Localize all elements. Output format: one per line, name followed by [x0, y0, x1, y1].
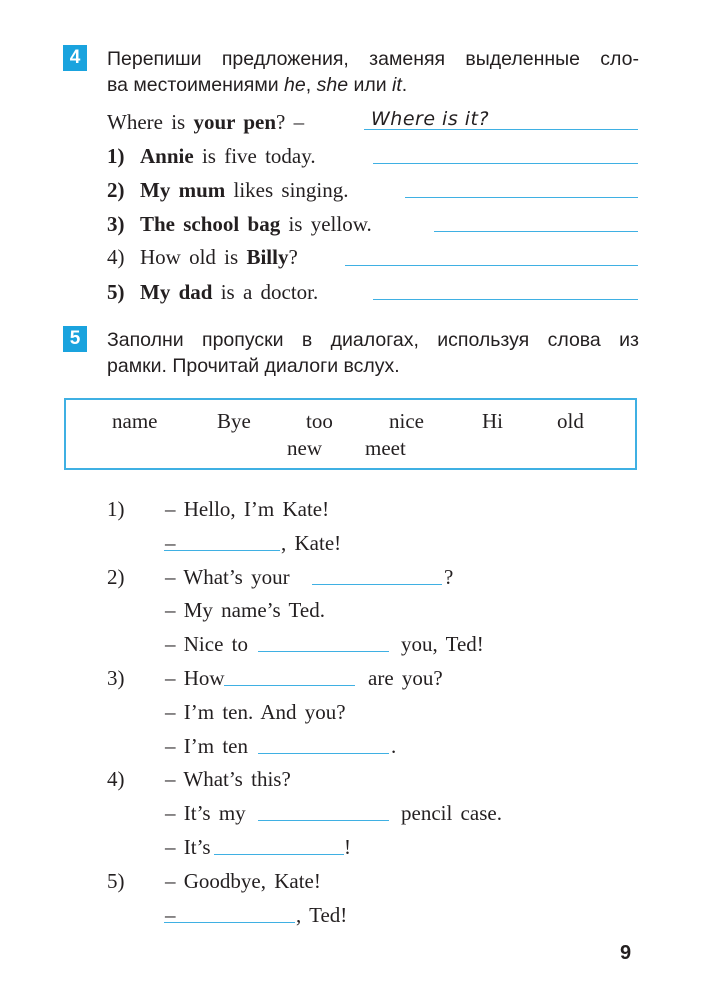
answer-line[interactable] — [164, 528, 280, 551]
dialogue-line: 5) – Goodbye, Kate! — [107, 869, 321, 893]
word-box-item: Hi — [482, 409, 503, 433]
answer-line[interactable] — [258, 798, 389, 821]
answer-line[interactable] — [434, 209, 638, 232]
dialogue-line: – I’m ten — [165, 734, 248, 758]
exercise-number-badge: 5 — [63, 326, 87, 352]
example-answer: Where is it? — [371, 108, 490, 130]
example-sentence: Where is your pen? – — [107, 110, 305, 134]
dialogue-line: – — [165, 903, 176, 927]
exercise-number-badge: 4 — [63, 45, 87, 71]
dialogue-line: pencil case. — [401, 801, 502, 825]
dialogue-line: – Nice to — [165, 632, 248, 656]
exercise-item: 2) My mum likes singing. — [107, 178, 349, 202]
dialogue-line: 1) – Hello, I’m Kate! — [107, 497, 330, 521]
page-number: 9 — [620, 942, 632, 964]
word-box-item: too — [306, 409, 333, 433]
instruction-line: Перепиши предложения, заменяя выделенные сло- — [107, 48, 639, 70]
exercise-instruction — [107, 46, 639, 98]
exercise-item: 1) Annie is five today. — [107, 144, 316, 168]
dialogue-line: – I’m ten. And you? — [165, 700, 346, 724]
exercise-item: 3) The school bag is yellow. — [107, 212, 372, 236]
word-box-item: meet — [365, 436, 406, 460]
dialogue-line: are you? — [368, 666, 443, 690]
word-box-item: nice — [389, 409, 424, 433]
exercise-instruction — [107, 327, 639, 379]
exercise-item: 4) How old is Billy? — [107, 245, 298, 269]
answer-line[interactable] — [258, 629, 389, 652]
dialogue-line: ? — [444, 565, 454, 589]
instruction-line: ва местоимениями he, she или it. — [107, 74, 408, 96]
dialogue-line: – It’s — [165, 835, 211, 859]
answer-line[interactable] — [312, 562, 442, 585]
dialogue-line: , Kate! — [281, 531, 342, 555]
dialogue-line: – My name’s Ted. — [165, 598, 325, 622]
answer-line[interactable] — [164, 900, 295, 923]
dialogue-line: – — [165, 531, 176, 555]
dialogue-line: 3) – How — [107, 666, 225, 690]
dialogue-line: – It’s my — [165, 801, 246, 825]
dialogue-line: ! — [344, 835, 351, 859]
answer-line[interactable] — [405, 175, 638, 198]
answer-line[interactable] — [373, 141, 638, 164]
dialogue-line: . — [391, 734, 397, 758]
word-box-item: new — [287, 436, 322, 460]
answer-line[interactable] — [373, 277, 638, 300]
word-box-item: Bye — [217, 409, 251, 433]
answer-line[interactable] — [224, 663, 355, 686]
dialogue-line: you, Ted! — [401, 632, 484, 656]
instruction-line: рамки. Прочитай диалоги вслух. — [107, 355, 400, 377]
exercise-item: 5) My dad is a doctor. — [107, 280, 319, 304]
dialogue-line: 2) – What’s your — [107, 565, 290, 589]
instruction-line: Заполни пропуски в диалогах, используя слова из — [107, 329, 639, 351]
dialogue-line: 4) – What’s this? — [107, 767, 291, 791]
answer-line[interactable] — [258, 731, 389, 754]
answer-line[interactable] — [345, 243, 638, 266]
answer-line[interactable] — [214, 832, 344, 855]
dialogue-line: , Ted! — [296, 903, 348, 927]
word-box-item: name — [112, 409, 158, 433]
word-box-item: old — [557, 409, 584, 433]
